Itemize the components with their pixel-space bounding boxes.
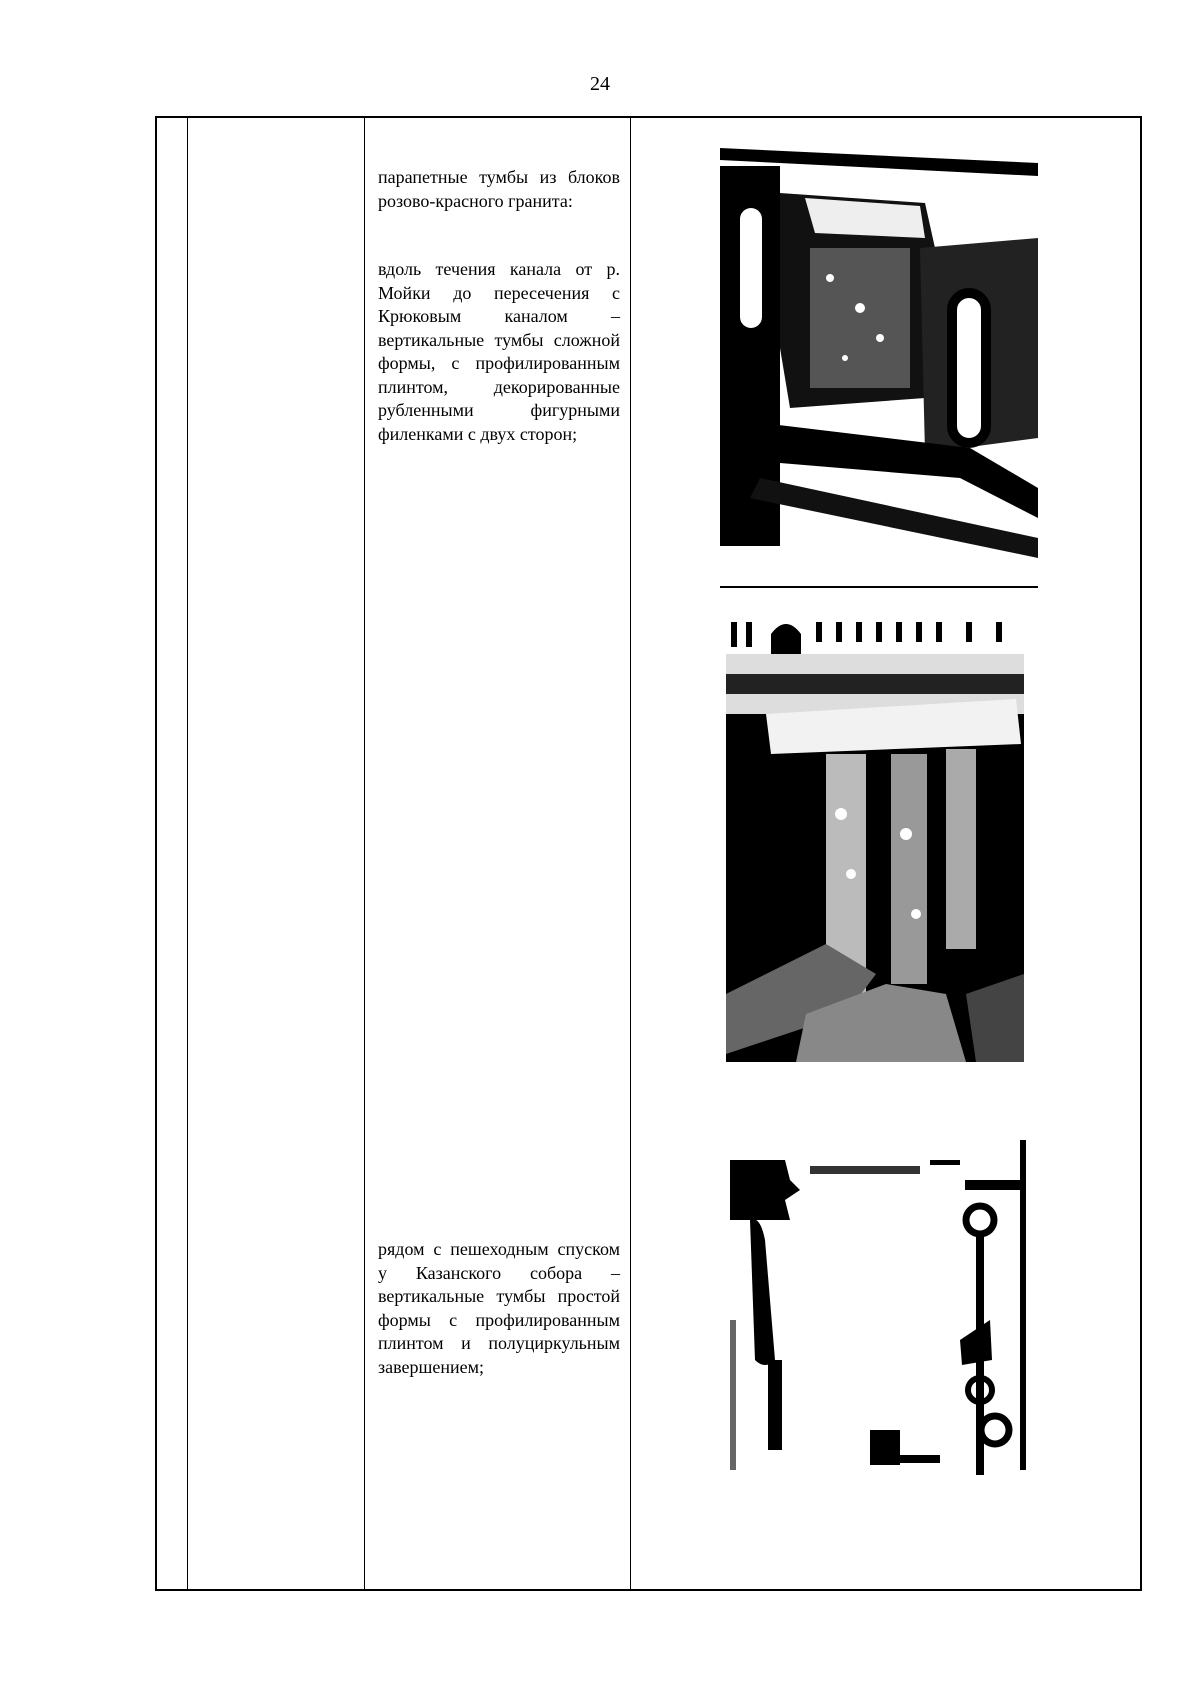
granite-parapet-post-photo-icon: [720, 118, 1038, 588]
description-kazan: рядом с пешеходным спуском у Казанского собора – вертикальные тумбы простой формы с профилированным плинтом и полуциркульным завершением;: [378, 1239, 620, 1377]
page-number: 24: [590, 73, 610, 95]
column-divider-3: [630, 118, 631, 1589]
granite-post-with-railing-photo-icon: [730, 1120, 1030, 1538]
photo-parapet-post: [720, 118, 1038, 588]
description-intro: парапетные тумбы из блоков розово-красного гранита:: [378, 167, 620, 211]
column-divider-2: [364, 118, 365, 1589]
description-moika: вдоль течения канала от р. Мойки до пересечения с Крюковым каналом – вертикальные тумбы сложной формы, с профилированным плинтом, декорированные рубленными фигурными филенками с двух сторон;: [378, 259, 620, 444]
photo-granite-column: [726, 614, 1024, 1062]
photo-post-railing: [730, 1120, 1030, 1538]
column-divider-1: [187, 118, 188, 1589]
granite-post-column-photo-icon: [726, 614, 1024, 1062]
